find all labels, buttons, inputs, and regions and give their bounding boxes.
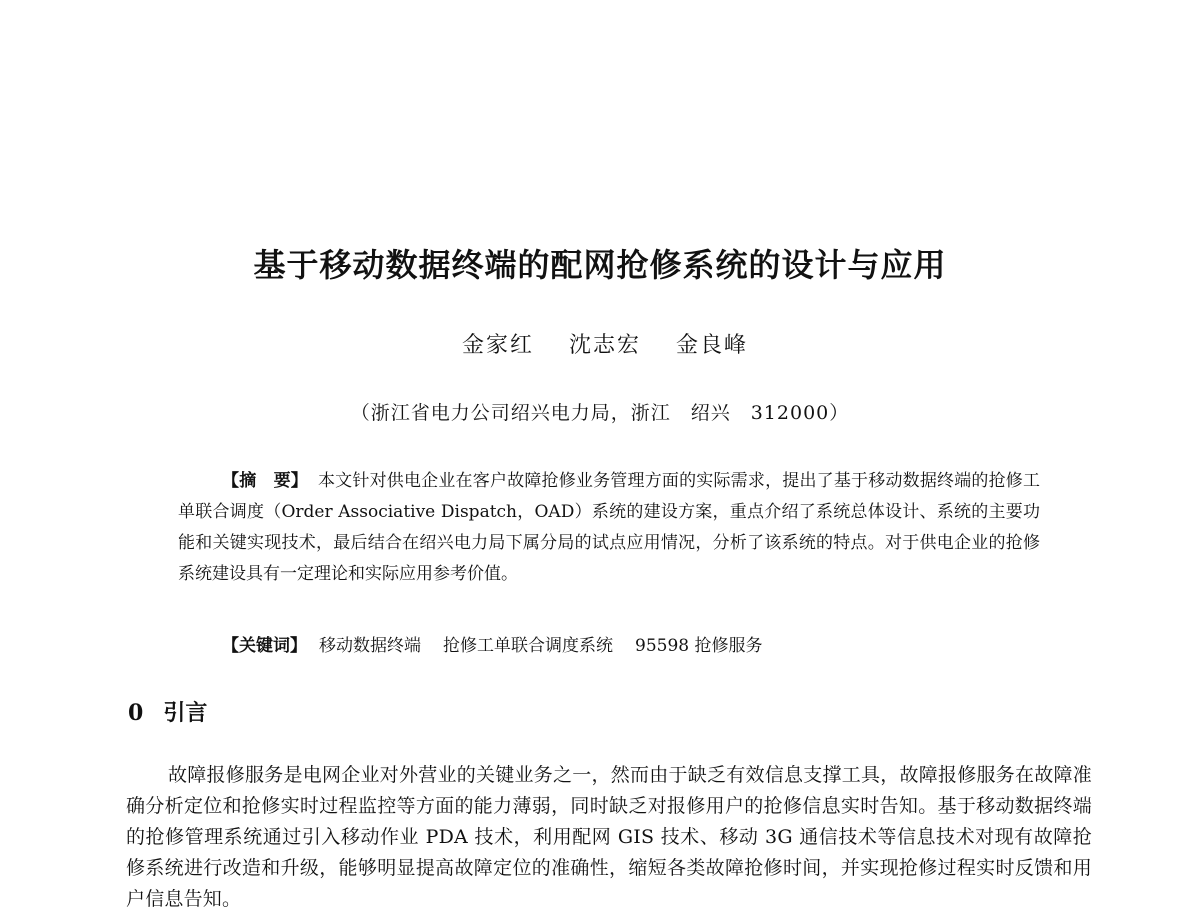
author-name: 金良峰 <box>676 333 749 358</box>
keyword-item: 抢修工单联合调度系统 <box>443 636 613 656</box>
abstract-text: 本文针对供电企业在客户故障抢修业务管理方面的实际需求，提出了基于移动数据终端的抢修工单联合调度（Order Associative Dispatch，OAD）系统的建设方案，重点介绍了系统总体设计、系统的主要功能和关键实现技术，最后结合在绍兴电力局下属分局的试点应用情况，分析了该系统的特点。对于供电企业的抢修系统建设具有一定理论和实际应用参考价值。 <box>178 471 1041 584</box>
keyword-item: 95598 抢修服务 <box>635 636 763 656</box>
section-heading <box>128 696 207 727</box>
abstract <box>178 466 1040 590</box>
author-affiliation: （浙江省电力公司绍兴电力局，浙江 绍兴 312000） <box>350 402 850 424</box>
author-list <box>0 328 1200 359</box>
keyword-item: 移动数据终端 <box>319 636 421 656</box>
section-number: 0 <box>128 700 144 726</box>
section-title: 引言 <box>163 700 208 726</box>
author-name: 沈志宏 <box>568 333 641 358</box>
body-paragraph: 故障报修服务是电网企业对外营业的关键业务之一，然而由于缺乏有效信息支撑工具，故障报修服务在故障准确分析定位和抢修实时过程监控等方面的能力薄弱，同时缺乏对报修用户的抢修信息实时告知。基于移动数据终端的抢修管理系统通过引入移动作业 PDA 技术，利用配网 GIS 技术、移动 3G 通信技术等信息技术对现有故障抢修系统进行改造和升级，能够明显提高故障定位的准确性，缩短各类故障抢修时间，并实现抢修过程实时反馈和用户信息告知。 <box>126 764 1092 910</box>
author-name: 金家红 <box>461 333 534 358</box>
paper-title: 基于移动数据终端的配网抢修系统的设计与应用 <box>253 246 947 284</box>
keywords-label: 【关键词】 <box>222 636 307 656</box>
keywords <box>222 632 1042 660</box>
abstract-label: 【摘 要】 <box>222 471 308 491</box>
